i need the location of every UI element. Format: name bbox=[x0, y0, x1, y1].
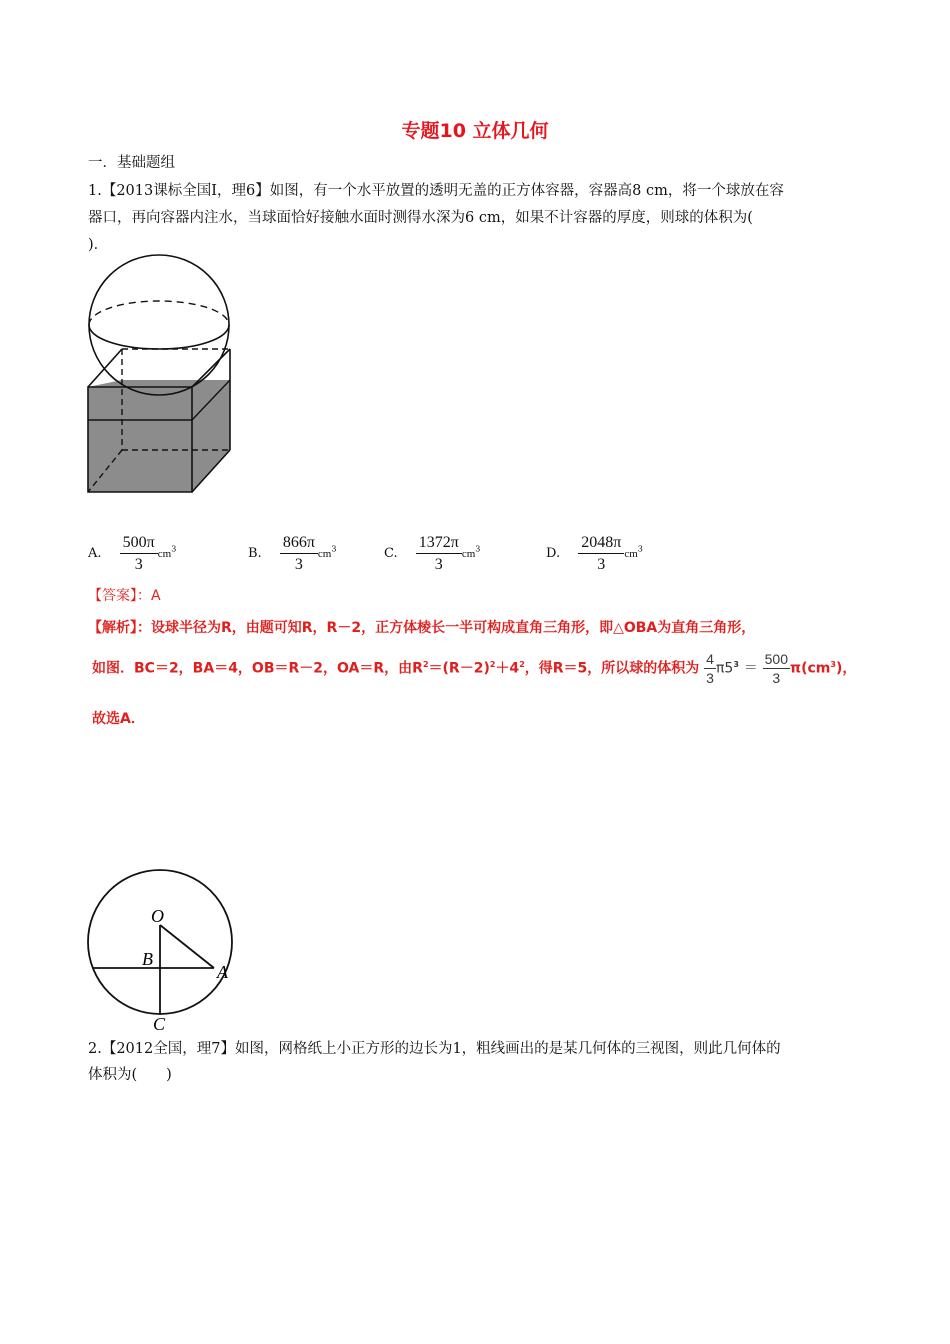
label-a: A bbox=[217, 962, 228, 982]
q1-text-line3: )． bbox=[88, 237, 109, 253]
analysis-line1: 【解析】：设球半径为R，由题可知R，R－2，正方体棱长一半可构成直角三角形，即△OBA为直角三角形， bbox=[88, 620, 756, 636]
water-front bbox=[88, 420, 192, 492]
option-a-fraction: $\frac{500\pi}{3}$ bbox=[120, 532, 158, 575]
section-heading: 一．基础题组 bbox=[88, 155, 175, 171]
q1-text-line2: 器口，再向容器内注水，当球面恰好接触水面时测得水深为6 cm，如果不计容器的厚度，则球的体积为( bbox=[88, 210, 753, 226]
option-b[interactable]: B. $\frac{866\pi}{3}$ $cm^3$ bbox=[248, 534, 337, 573]
analysis-line2: 如图．BC＝2，BA＝4，OB＝R－2，OA＝R，由$R^2=(R-2)^2+4^2$，得R＝5，所以球的体积为 $\frac{4}{3}$ $\pi 5^3$ ＝ $\frac{500}{3}$ $\pi(cm^3)$， bbox=[92, 651, 857, 686]
sphere-equator-back bbox=[89, 301, 229, 325]
sphere-cube-figure bbox=[80, 250, 250, 500]
label-c: C bbox=[153, 1014, 166, 1030]
q1-text-line1: 1.【2013课标全国Ⅰ，理6】如图，有一个水平放置的透明无盖的正方体容器，容器高8 cm，将一个球放在容 bbox=[88, 183, 784, 199]
q2-text-line2: 体积为( ) bbox=[88, 1067, 172, 1083]
sphere-outline bbox=[89, 255, 229, 395]
formula-fraction-500-3: $\frac{500}{3}$ bbox=[764, 651, 788, 686]
sphere-equator-front bbox=[89, 325, 229, 349]
answer: 【答案】：A bbox=[88, 588, 161, 604]
option-c[interactable]: C. $\frac{1372\pi}{3}$ $cm^3$ bbox=[384, 534, 481, 573]
label-b: B bbox=[142, 949, 153, 969]
option-a[interactable]: A. $\frac{500\pi}{3}$ $cm^3$ bbox=[88, 534, 177, 573]
option-c-fraction: $\frac{1372\pi}{3}$ bbox=[416, 532, 462, 575]
analysis-line3: 故选A． bbox=[92, 711, 145, 727]
q2-text-line1: 2.【2012全国，理7】如图，网格纸上小正方形的边长为1，粗线画出的是某几何体的三视图，则此几何体的 bbox=[88, 1041, 781, 1057]
label-o: O bbox=[151, 906, 164, 926]
option-d-fraction: $\frac{2048\pi}{3}$ bbox=[578, 532, 624, 575]
formula-fraction-4-3: $\frac{4}{3}$ bbox=[706, 651, 714, 686]
page-title: 专题10 立体几何 bbox=[401, 120, 549, 142]
option-d[interactable]: D. $\frac{2048\pi}{3}$ $cm^3$ bbox=[546, 534, 643, 573]
circle-figure bbox=[80, 850, 250, 1030]
option-b-fraction: $\frac{866\pi}{3}$ bbox=[280, 532, 318, 575]
